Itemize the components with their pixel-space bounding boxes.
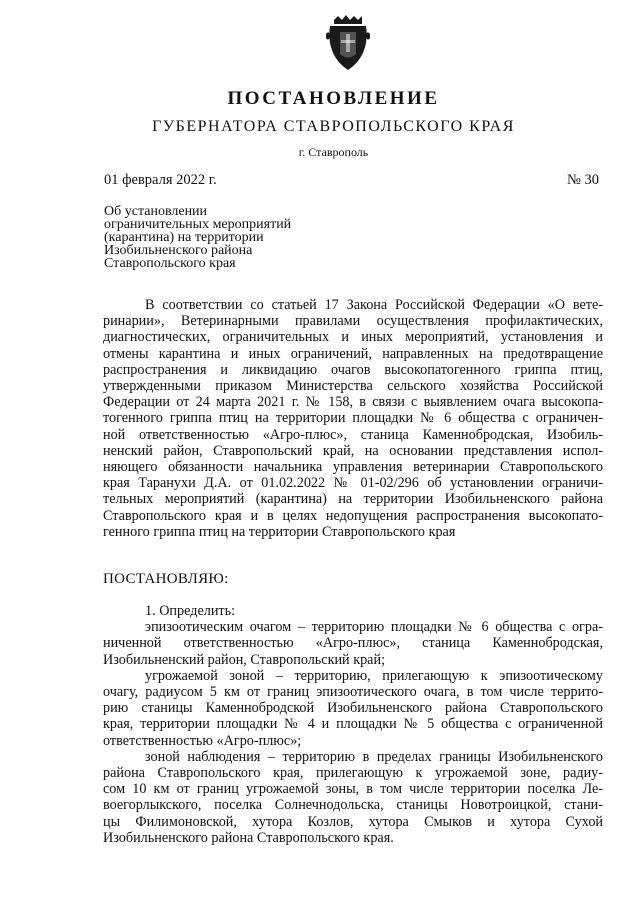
zone-line: цы Филимоновской, хутора Козлов, хутора Смыков и хутора Сухой — [103, 813, 603, 830]
document-number: № 30 — [567, 172, 599, 188]
city-label: г. Ставрополь — [298, 145, 369, 159]
subject-line: (карантина) на территории — [104, 230, 264, 245]
preamble-line: ринарии», Ветеринарными правилами осуществления профилактических, — [103, 313, 603, 330]
zone-line: угрожаемой зоной – территорию, прилегающую к эпизоотическому — [145, 667, 603, 684]
document-type-title: ПОСТАНОВЛЕНИЕ — [227, 88, 440, 109]
preamble-line: отмены карантина и иных ограничений, направленных на предотвращение — [103, 345, 603, 362]
item-1-block — [103, 603, 603, 846]
zone-line: района Ставропольского края, прилегающую к угрожаемой зоне, радиу- — [103, 765, 603, 782]
preamble-line: Ставропольского края и в целях недопущения распространения высокопато- — [103, 507, 603, 524]
zone-line: рию станицы Каменнобродской Изобильненского района Ставропольского — [103, 700, 603, 717]
issuer-title: ГУБЕРНАТОРА СТАВРОПОЛЬСКОГО КРАЯ — [152, 118, 515, 135]
subject-line: Об установлении — [104, 204, 208, 219]
zone-line: края, территории площадки № 4 и площадки № 5 общества с ограниченной — [103, 716, 603, 733]
zone-line: ниченной ответственностью «Агро-плюс», станица Каменнобродская, — [103, 635, 603, 652]
zone-line: зоной наблюдения – территорию в пределах границы Изобильненского — [145, 748, 603, 765]
preamble-line: генного гриппа птиц на территории Ставропольского края — [103, 523, 456, 540]
preamble-line: тельных мероприятий (карантина) на территории Изобильненского района — [103, 491, 603, 508]
preamble-line: тогенного гриппа птиц на территории площадки № 6 общества с ограничен- — [103, 410, 603, 427]
zone-line: очагу, радиусом 5 км от границ эпизоотического очага, в том числе террито- — [103, 684, 603, 701]
preamble-line: диагностических, ограничительных и иных мероприятий, установления и — [103, 329, 603, 346]
item-heading: 1. Определить: — [145, 603, 236, 619]
zone-line: воегорлыкского, поселка Солнечнодольска, станицы Новотроицкой, стани- — [103, 797, 603, 814]
preamble-paragraph — [103, 297, 603, 540]
subject-line: Ставропольского края — [104, 256, 236, 271]
preamble-line: ненский район, Ставропольский край, на основании представления испол- — [103, 442, 603, 459]
preamble-line: края Таранухи Д.А. от 01.02.2022 № 01-02/296 об установлении ограничи- — [103, 475, 603, 492]
coat-of-arms-icon — [326, 14, 370, 72]
preamble-line: В соответствии со статьей 17 Закона Российской Федерации «О вете- — [145, 297, 603, 313]
preamble-line: распространения и ликвидацию очагов высокопатогенного гриппа птиц, — [103, 361, 603, 378]
document-subject — [104, 205, 364, 270]
subject-line: Изобильненского района — [104, 243, 253, 258]
zone-line: Изобильненский район, Ставропольский край; — [103, 651, 386, 668]
preamble-line: няющего обязанности начальника управления ветеринарии Ставропольского — [103, 459, 603, 476]
document-date: 01 февраля 2022 г. — [104, 172, 217, 188]
decree-word: ПОСТАНОВЛЯЮ: — [103, 571, 229, 587]
zone-line: Изобильненского района Ставропольского края. — [103, 829, 394, 846]
zone-line: эпизоотическим очагом – территорию площадки № 6 общества с огра- — [145, 619, 603, 636]
preamble-line: ной ответственностью «Агро-плюс», станица Каменнобродская, Изобиль- — [103, 426, 603, 443]
zone-line: сом 10 км от границ угрожаемой зоны, в том числе территории поселка Ле- — [103, 781, 603, 798]
zone-line: ответственностью «Агро-плюс»; — [103, 732, 302, 749]
subject-line: ограничительных мероприятий — [104, 217, 292, 232]
preamble-line: Федерации от 24 марта 2021 г. № 158, в связи с выявлением очага высокопа- — [103, 394, 603, 411]
preamble-line: утвержденными приказом Министерства сельского хозяйства Российской — [103, 378, 603, 395]
